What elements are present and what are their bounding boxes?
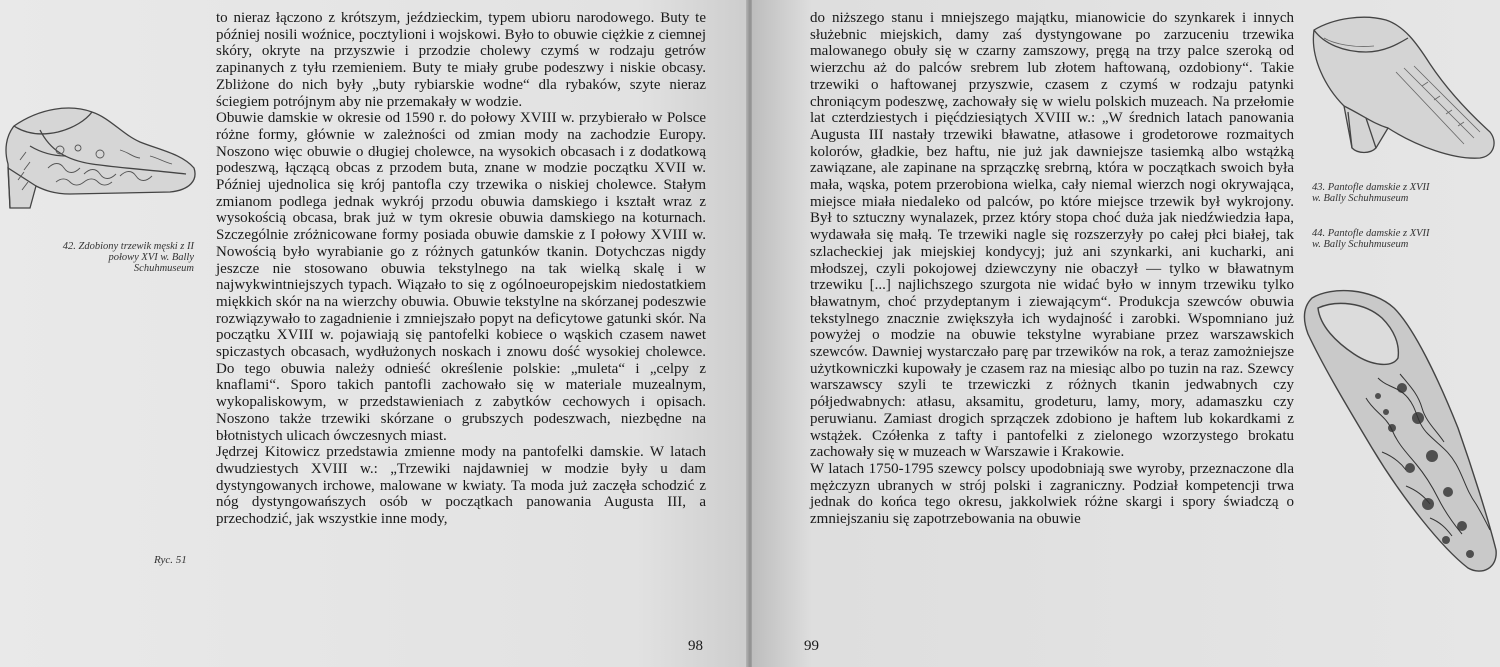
left-page-number: 98 [688,638,703,654]
left-paragraph-1: to nieraz łączono z krótszym, jeździeckim, typem ubioru narodowego. Buty te później nosili woźnice, pocztylioni i wojskowi. Było to obuwie ciężkie z ciemnej skóry, okryte na przyszwie i przodzie cholewy czymś w rodzaju getrów zapinanych z tyłu rzemieniem. Buty te miały grube podeszwy i niskie obcasy. Zbliżone do nich były „buty rybiarskie wodne“ dla rybaków, szyte nieraz ściegiem potrójnym aby nie przemakały w wodzie. [216,10,706,110]
figure-ref-51: Ryc. 51 [154,554,187,566]
left-paragraph-2: Obuwie damskie w okresie od 1590 r. do połowy XVIII w. przybierało w Polsce różne formy, głównie w zależności od zmian mody na zachodzie Europy. Noszono więc obuwie o długiej cholewce, na wysokich obcasach i z dodatkową podeszwą, łączącą obcas z przodem buta, znane w modzie początku XVII w. Później ujednolica się krój pantofla czy trzewika o niskiej cholewce. Stałym zmianom podlega jednak wykrój przodu obuwia damskiego i kształt wraz z wysokością obcasa, brak już w tym okresie obuwia damskiego na koturnach. Szczególnie zróżnicowane formy posiada obuwie damskie z I połowy XVIII w. Nowością było wyrabianie go z różnych gatunków tkanin. Dotychczas nigdy jeszcze nie stosowano obuwia tekstylnego na tak wielką skalę i w najwykwintniejszych typach. Wiązało to się z ogólnoeuropejskim niedostatkiem miękkich skór na na wierzchy obuwia. Obuwie tekstylne na skórzanej podeszwie rozwiązywało to zagadnienie i zmniejszało popyt na deficytowe gatunki skór. Na początku XVIII w. pojawiają się pantofelki kobiece o wąskich czasem nawet spiczastych obcasach, wydłużonych noskach i znowu dość wysokiej cholewce. Do tego obuwia należy odnieść określenie polskie: „muleta“ i „celpy z knaflami“. Sporo takich pantofli zachowało się w materiale muzealnym, wykopaliskowym, w przedstawieniach z zabytków cechowych i opisach. Noszono także trzewiki skórzane o grubszych podeszwach, niezbędne na błotnistych ulicach ówczesnych miast. [216,110,706,444]
left-page [0,0,748,667]
right-page [752,0,1500,667]
left-page-text [216,10,706,528]
figure-44-caption: 44. Pantofle damskie z XVII w. Bally Schuhmuseum [1312,228,1430,250]
left-paragraph-3: Jędrzej Kitowicz przedstawia zmienne mody na pantofelki damskie. W latach dwudziestych XVIII w.: „Trzewiki najdawniej w modzie były u dam dystyngowanych irchowe, malowane w kwiaty. Ta moda już zaczęła schodzić z nóg dystyngowańszych osób w początkach panowania Augusta III, a przechodzić, jak wszystkie inne mody, [216,444,706,528]
right-paragraph-2: W latach 1750-1795 szewcy polscy upodobniają swe wyroby, przeznaczone dla mężczyzn ubranych w strój polski i zagraniczny. Podział kompetencji trwa jednak do końca tego okresu, jakkolwiek różne skargi i spory świadczą o zmniejszaniu się zapotrzebowania na obuwie [810,460,1294,528]
womens-slipper-illustration [1304,8,1500,176]
figure-42-caption: 42. Zdobiony trzewik męski z II połowy XVI w. Bally Schuhmuseum [62,241,194,274]
right-page-number: 99 [804,638,819,654]
embroidered-mens-shoe-illustration [0,90,200,215]
figure-43-caption: 43. Pantofle damskie z XVII w. Bally Schuhmuseum [1312,182,1430,204]
brocade-mule-illustration [1282,278,1500,578]
right-paragraph-1: do niższego stanu i mniejszego majątku, mianowicie do szynkarek i innych służebnic miejskich, damy zaś dystyngowane po zarzuceniu trzewika malowanego obuły się w czarny zamszowy, pręgą na trzy palce szeroką od wierzchu aż do palców srebrem lub złotem haftowaną, ozdobiony“. Takie trzewiki o haftowanej przyszwie, czasem z czymś w rodzaju patynki chroniącym podeszwę, zachowały się w wielu polskich muzeach. Na przełomie lat czterdziestych i pięćdziesiątych XVIII w.: „W średnich latach panowania Augusta III nastały trzewiki bławatne, atłasowe i grodetorowe rozmaitych kolorów, gładkie, bez haftu, nie już jak dawniejsze tasiemką albo wstążką zawiązane, ale zapinane na sprzączkę srebrną, która w początkach swoich była mała, wąska, potem przerobiona wielka, cały niemal wierzch nogi okrywająca, miejsce miała niedaleko od palców, po które miejsce trzewik był wykrojony. Był to sztuczny wynalazek, przez który stopa choć duża jak niedźwiedzia łapa, wydawała się małą. Te trzewiki nagle się rozszerzyły po całej płci białej, tak szlacheckiej jak miejskiej kondycyj; już ani szynkarki, ani kucharki, ani młodszej, czyli pokojowej dziewczyny nie obaczył — tylko w bławatnym trzewiku [...] najlichszego szurgota nie widać było w innym trzewiku tylko bławatnym, choć przydeptanym i ziewającym“. Produkcja szewców obuwia tekstylnego znacznie zwiększyła ich wydajność i zarobki. Wspomniano już powyżej o modzie na obuwie tekstylne wyrabiane przez warszawskich szewców. Dawniej wystarczało parę par trzewików na rok, a teraz zamożniejsze użytkowniczki kupowały je czasem raz na miesiąc albo po tuzin na raz. Szewcy warszawscy szyli te trzewiczki z różnych tkanin jedwabnych czy półjedwabnych: atłasu, aksamitu, grodeturu, lamy, mory, adamaszku czy peruwianu. Zamiast drogich sprzączek zdobiono je haftem lub kokardkami z wstążek. Czółenka z tafty i pantofelki z zielonego wzorzystego brokatu zachowały się w muzeach w Warszawie i Krakowie. [810,10,1294,461]
right-page-text [810,10,1294,528]
